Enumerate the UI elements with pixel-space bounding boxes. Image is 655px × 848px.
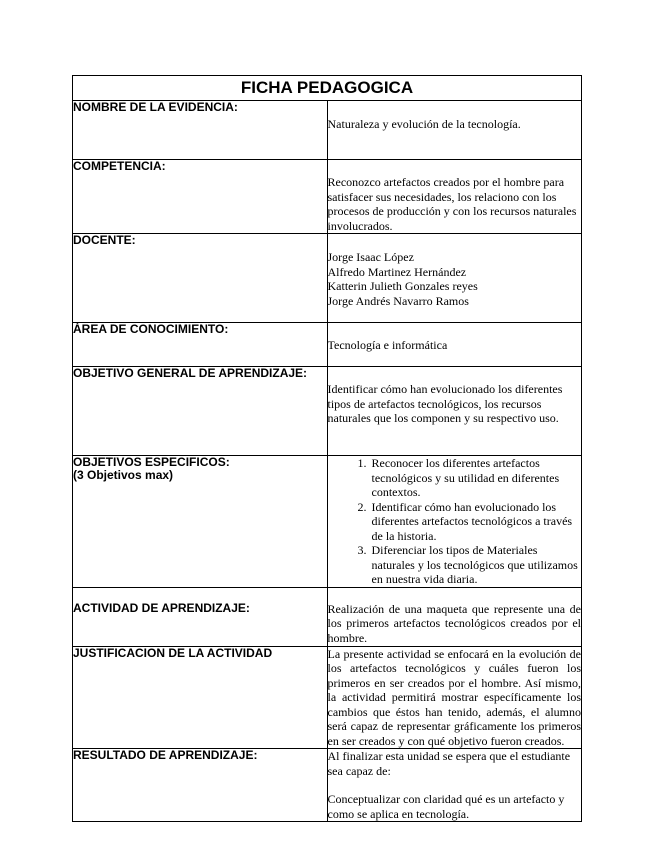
area-text: Tecnología e informática [327, 338, 448, 352]
docente-name-1: Jorge Isaac López [327, 250, 414, 264]
objetivos-list [328, 456, 582, 587]
label-actividad [73, 587, 328, 646]
value-docente [327, 234, 582, 323]
label-justificacion: JUSTIFICACION DE LA ACTIVIDAD [73, 646, 328, 749]
row-docente [73, 234, 582, 323]
label-objetivos-especificos [73, 456, 328, 588]
docente-name-3: Katterin Julieth Gonzales reyes [327, 279, 478, 293]
label-objetivo-general: OBJETIVO GENERAL DE APRENDIZAJE: [73, 367, 328, 456]
value-actividad [327, 587, 582, 646]
row-area [73, 323, 582, 367]
label-docente: DOCENTE: [73, 234, 328, 323]
row-evidencia [73, 101, 582, 160]
objetivo-item-3: 3. Diferenciar los tipos de Materiales naturales y los tecnológicos que utilizamos en nuestra vida diaria. [370, 543, 582, 587]
label-evidencia: NOMBRE DE LA EVIDENCIA: [73, 101, 328, 160]
competencia-text: Reconozco artefactos creados por el hombre para satisfacer sus necesidades, los relaciono con los procesos de producción y con los recursos naturales involucrados. [327, 175, 577, 233]
row-resultado [73, 749, 582, 822]
objetivo-general-text: Identificar cómo han evolucionado los diferentes tipos de artefactos tecnológicos, los recursos naturales que los componen y su respectivo uso. [327, 382, 563, 425]
actividad-text: Realización de una maqueta que represente una de los primeros artefactos tecnológicos creados por el hombre. [327, 601, 581, 645]
row-objetivos-especificos [73, 456, 582, 588]
value-resultado [327, 749, 582, 822]
value-area [327, 323, 582, 367]
label-area: ÁREA DE CONOCIMIENTO: [73, 323, 328, 367]
document-title: FICHA PEDAGOGICA [73, 76, 582, 101]
actividad-label-text: ACTIVIDAD DE APRENDIZAJE: [73, 600, 250, 615]
objetivo-item-2: 2. Identificar cómo han evolucionado los diferentes artefactos tecnológicos a través de la historia. [370, 500, 582, 544]
objetivo-item-1: 1. Reconocer los diferentes artefactos tecnológicos y su utilidad en diferentes contextos. [370, 456, 582, 500]
label-competencia: COMPETENCIA: [73, 160, 328, 234]
objetivos-especificos-title: OBJETIVOS ESPECIFICOS: [73, 455, 230, 469]
title-row [73, 76, 582, 101]
evidencia-text: Naturaleza y evolución de la tecnología. [327, 117, 521, 131]
ficha-pedagogica-table [72, 75, 582, 822]
row-objetivo-general [73, 367, 582, 456]
docente-name-4: Jorge Andrés Navarro Ramos [327, 293, 469, 308]
value-justificacion [327, 646, 582, 749]
row-justificacion [73, 646, 582, 749]
objetivos-especificos-note: (3 Objetivos max) [73, 468, 174, 482]
label-resultado: RESULTADO DE APRENDIZAJE: [73, 749, 328, 822]
row-actividad [73, 587, 582, 646]
resultado-text: Conceptualizar con claridad qué es un artefacto y como se aplica en tecnología. [327, 792, 565, 821]
value-objetivo-general [327, 367, 582, 456]
value-competencia [327, 160, 582, 234]
resultado-intro: Al finalizar esta unidad se espera que el estudiante sea capaz de: [327, 749, 571, 778]
docente-name-2: Alfredo Martinez Hernández [327, 264, 467, 279]
value-evidencia [327, 101, 582, 160]
justificacion-text: La presente actividad se enfocará en la evolución de los artefactos tecnológicos y cuáles fueron los primeros en ser creados por el hombre. Así mismo, la actividad permitirá mostrar específicamente los cambios que éstos han tenido, además, el alumno será capaz de representar gráficamente los primeros en ser creados y con qué objetivo fueron creados. [327, 646, 581, 748]
value-objetivos-especificos [327, 456, 582, 588]
row-competencia [73, 160, 582, 234]
